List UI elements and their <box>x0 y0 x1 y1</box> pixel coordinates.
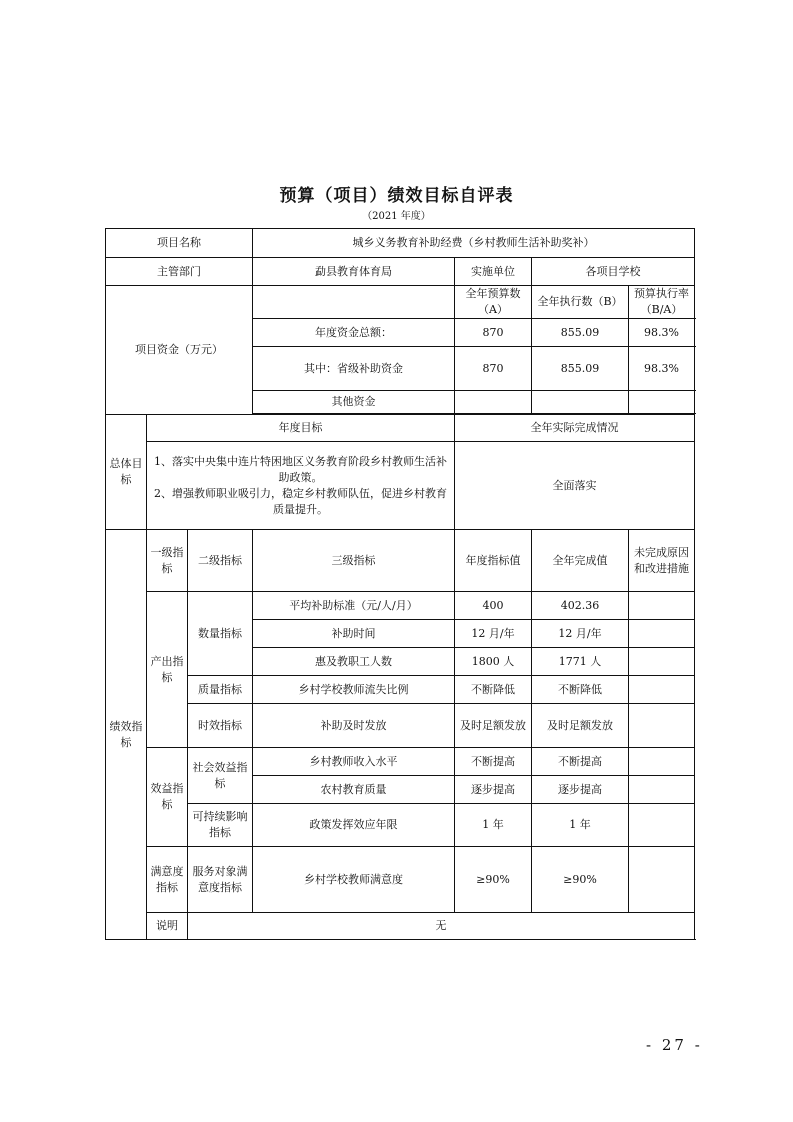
group-benefit: 效益指标 <box>147 748 188 847</box>
project-name-label: 项目名称 <box>106 229 253 258</box>
funds-row-label: 其他资金 <box>253 391 455 414</box>
goal-header-row <box>106 415 695 442</box>
goal-item: 2、增强教师职业吸引力，稳定乡村教师队伍，促进乡村教育质量提升。 <box>154 486 447 516</box>
sub-quality: 质量指标 <box>188 676 253 704</box>
funds-executed <box>532 391 629 414</box>
indicator-target: ≥90% <box>455 847 532 913</box>
indicator-target: 不断提高 <box>455 748 532 776</box>
total-goal-label: 总体目标 <box>106 415 147 530</box>
indicator-name: 农村教育质量 <box>253 776 455 804</box>
department-value: 勐县教育体育局 <box>253 258 455 286</box>
annual-actual-header: 全年实际完成情况 <box>455 415 695 442</box>
indicator-done: 402.36 <box>532 592 629 620</box>
project-name-value: 城乡义务教育补助经费（乡村教师生活补助奖补） <box>253 229 695 258</box>
funds-rate: 98.3% <box>629 347 695 391</box>
annual-goal-text <box>147 442 455 530</box>
report-year: （2021 年度） <box>362 211 431 222</box>
indicator-reason <box>629 648 695 676</box>
page-number: - 27 - <box>646 1036 703 1054</box>
funds-blank <box>253 286 455 319</box>
indicator-name: 乡村学校教师满意度 <box>253 847 455 913</box>
indicator-header-row <box>106 530 695 592</box>
indicator-target: 及时足额发放 <box>455 704 532 748</box>
indicator-done: 1771 人 <box>532 648 629 676</box>
goal-item: 1、落实中央集中连片特困地区义务教育阶段乡村教师生活补助政策。 <box>154 454 447 484</box>
sub-quantity: 数量指标 <box>188 592 253 676</box>
funds-label: 项目资金（万元） <box>106 286 253 415</box>
indicator-done: 及时足额发放 <box>532 704 629 748</box>
indicator-name: 惠及教职工人数 <box>253 648 455 676</box>
indicator-row <box>106 676 695 704</box>
implementing-unit-label: 实施单位 <box>455 258 532 286</box>
funds-rate <box>629 391 695 414</box>
note-label: 说明 <box>147 913 188 940</box>
indicator-row <box>106 704 695 748</box>
project-name-row <box>106 229 695 258</box>
indicator-target: 400 <box>455 592 532 620</box>
page-title: 预算（项目）绩效目标自评表 <box>279 186 514 206</box>
indicator-reason <box>629 592 695 620</box>
annual-goal-header: 年度目标 <box>147 415 455 442</box>
funds-row-label: 年度资金总额： <box>253 319 455 347</box>
funds-executed: 855.09 <box>532 347 629 391</box>
indicator-done: 不断提高 <box>532 748 629 776</box>
indicator-reason <box>629 620 695 648</box>
department-row <box>106 258 695 286</box>
indicator-reason <box>629 748 695 776</box>
indicator-target: 逐步提高 <box>455 776 532 804</box>
funds-budget <box>455 391 532 414</box>
indicator-reason <box>629 676 695 704</box>
indicator-name: 补助及时发放 <box>253 704 455 748</box>
indicator-reason <box>629 804 695 847</box>
department-label: 主管部门 <box>106 258 253 286</box>
indicator-name: 乡村学校教师流失比例 <box>253 676 455 704</box>
funds-budget: 870 <box>455 347 532 391</box>
level1-header: 一级指标 <box>147 530 188 592</box>
rate-header: 预算执行率（B/A） <box>629 286 695 319</box>
funds-rate: 98.3% <box>629 319 695 347</box>
funds-executed: 855.09 <box>532 319 629 347</box>
indicator-done: 不断降低 <box>532 676 629 704</box>
indicator-done: ≥90% <box>532 847 629 913</box>
annual-actual-value: 全面落实 <box>455 442 695 530</box>
group-satisfaction: 满意度指标 <box>147 847 188 913</box>
budget-header: 全年预算数（A） <box>455 286 532 319</box>
indicator-target: 12 月/年 <box>455 620 532 648</box>
done-header: 全年完成值 <box>532 530 629 592</box>
reason-header: 未完成原因和改进措施 <box>629 530 695 592</box>
implementing-unit-value: 各项目学校 <box>532 258 695 286</box>
group-output: 产出指标 <box>147 592 188 748</box>
indicator-target: 不断降低 <box>455 676 532 704</box>
funds-header-row <box>106 286 695 319</box>
sub-social: 社会效益指标 <box>188 748 253 804</box>
indicator-row <box>106 804 695 847</box>
sub-timeliness: 时效指标 <box>188 704 253 748</box>
sub-sustain: 可持续影响指标 <box>188 804 253 847</box>
indicator-done: 逐步提高 <box>532 776 629 804</box>
level3-header: 三级指标 <box>253 530 455 592</box>
funds-budget: 870 <box>455 319 532 347</box>
funds-row-label: 其中：省级补助资金 <box>253 347 455 391</box>
indicator-reason <box>629 704 695 748</box>
indicator-row <box>106 592 695 620</box>
sub-service: 服务对象满意度指标 <box>188 847 253 913</box>
indicator-target: 1800 人 <box>455 648 532 676</box>
note-row <box>106 913 695 940</box>
indicator-name: 政策发挥效应年限 <box>253 804 455 847</box>
indicator-done: 12 月/年 <box>532 620 629 648</box>
indicator-target: 1 年 <box>455 804 532 847</box>
level2-header: 二级指标 <box>188 530 253 592</box>
executed-header: 全年执行数（B） <box>532 286 629 319</box>
indicator-reason <box>629 776 695 804</box>
indicator-done: 1 年 <box>532 804 629 847</box>
indicator-row <box>106 748 695 776</box>
goal-row <box>106 442 695 530</box>
indicator-name: 补助时间 <box>253 620 455 648</box>
indicator-name: 乡村教师收入水平 <box>253 748 455 776</box>
indicator-row <box>106 847 695 913</box>
performance-table <box>105 228 695 940</box>
perf-indicators-label: 绩效指标 <box>106 530 147 940</box>
target-header: 年度指标值 <box>455 530 532 592</box>
indicator-name: 平均补助标准（元/人/月） <box>253 592 455 620</box>
note-value: 无 <box>188 913 695 940</box>
indicator-reason <box>629 847 695 913</box>
